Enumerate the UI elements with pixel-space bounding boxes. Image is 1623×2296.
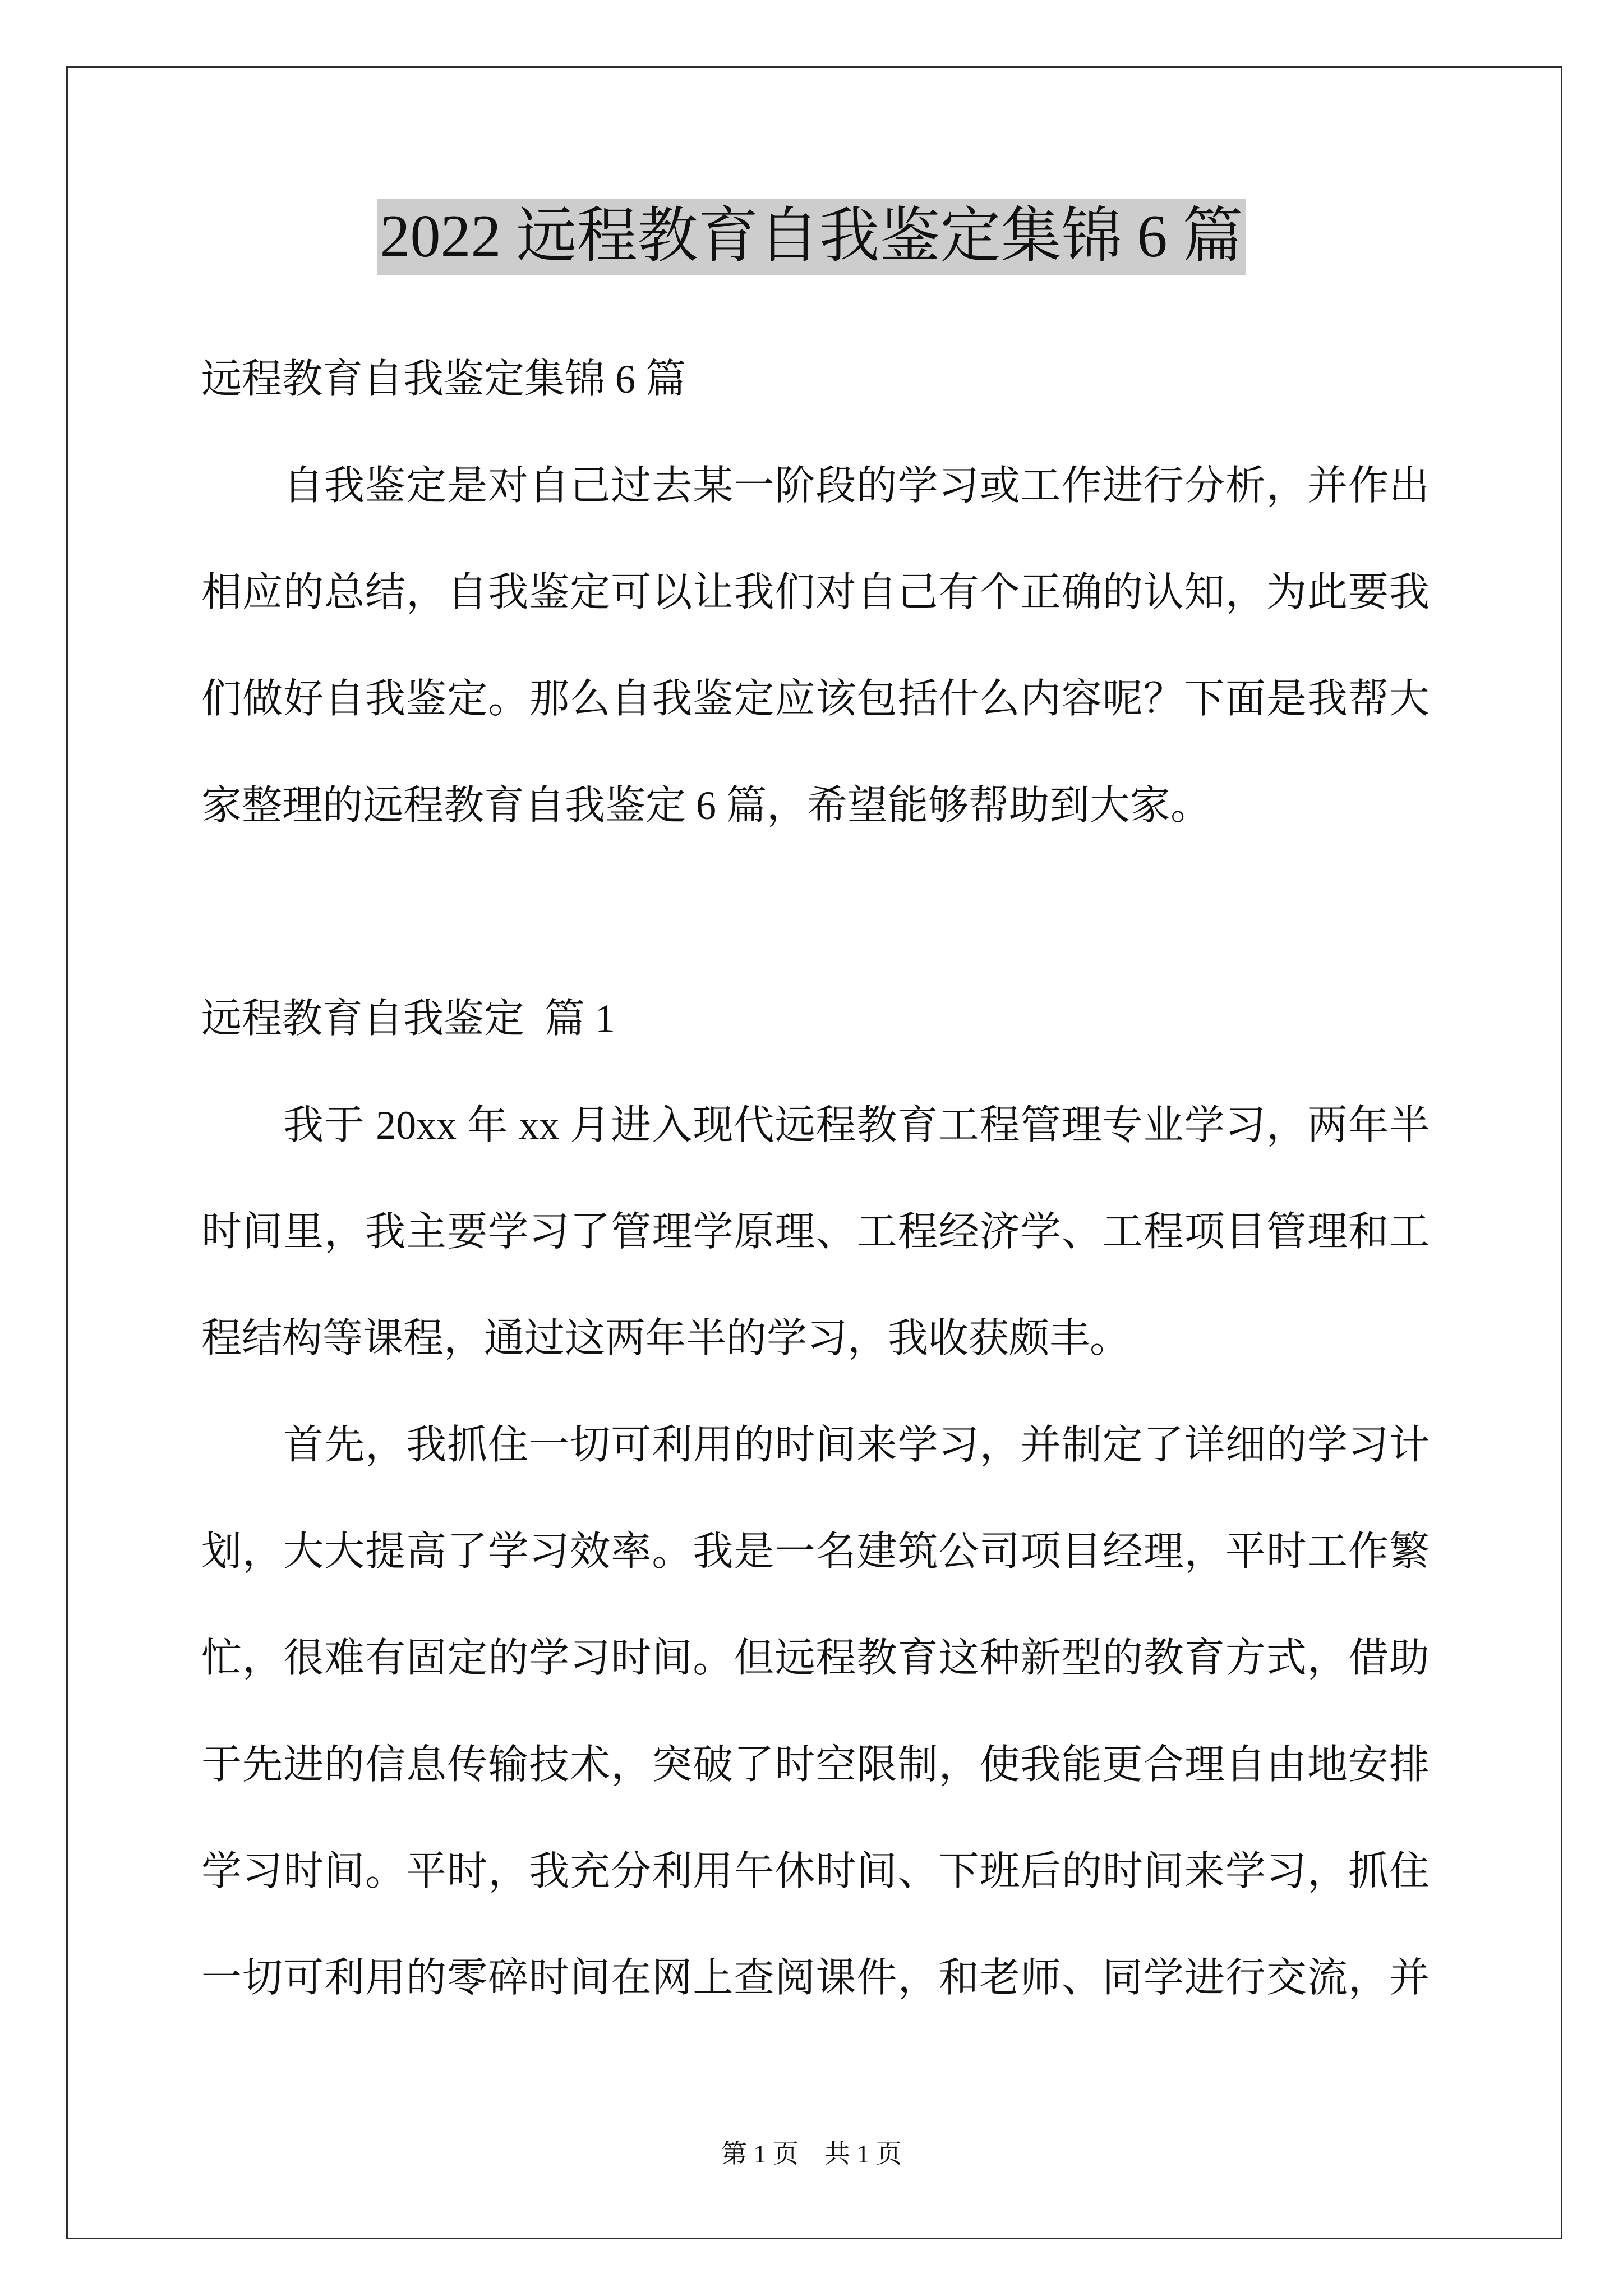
paragraph-line: 学习时间。平时，我充分利用午休时间、下班后的时间来学习，抓住 [201,1849,1430,1894]
section-heading: 远程教育自我鉴定 篇 1 [201,996,616,1041]
page-footer [0,2137,1623,2171]
document-body [201,326,1430,2031]
page-number: 第 1 页 [721,2139,799,2168]
paragraph-line: 于先进的信息传输技术，突破了时空限制，使我能更合理自由地安排 [201,1742,1430,1787]
paragraph-line: 忙，很难有固定的学习时间。但远程教育这种新型的教育方式，借助 [201,1636,1430,1681]
section-1-paragraph-1 [201,1072,1430,1392]
paragraph-line: 程结构等课程，通过这两年半的学习，我收获颇丰。 [201,1316,1131,1361]
paragraph-line: 一切可利用的零碎时间在网上查阅课件，和老师、同学进行交流，并 [201,1955,1430,2000]
paragraph-line: 我于 20xx 年 xx 月进入现代远程教育工程管理专业学习，两年半 [283,1103,1430,1148]
paragraph-line: 时间里，我主要学习了管理学原理、工程经济学、工程项目管理和工 [201,1209,1430,1254]
document-subtitle: 远程教育自我鉴定集锦 6 篇 [201,357,686,402]
intro-paragraph [201,432,1430,859]
paragraph-line: 家整理的远程教育自我鉴定 6 篇，希望能够帮助到大家。 [201,783,1211,828]
total-pages: 共 1 页 [824,2139,902,2168]
paragraph-line: 们做好自我鉴定。那么自我鉴定应该包括什么内容呢？下面是我帮大 [201,677,1430,721]
document-title: 2022 远程教育自我鉴定集锦 6 篇 [377,199,1245,275]
section-1-paragraph-2 [201,1392,1430,2031]
paragraph-line: 自我鉴定是对自己过去某一阶段的学习或工作进行分析，并作出 [283,463,1430,508]
blank-line [201,859,1430,965]
paragraph-line: 划，大大提高了学习效率。我是一名建筑公司项目经理，平时工作繁 [201,1529,1430,1574]
paragraph-line: 相应的总结，自我鉴定可以让我们对自己有个正确的认知，为此要我 [201,570,1430,615]
paragraph-line: 首先，我抓住一切可利用的时间来学习，并制定了详细的学习计 [283,1423,1430,1467]
title-container [0,199,1623,275]
